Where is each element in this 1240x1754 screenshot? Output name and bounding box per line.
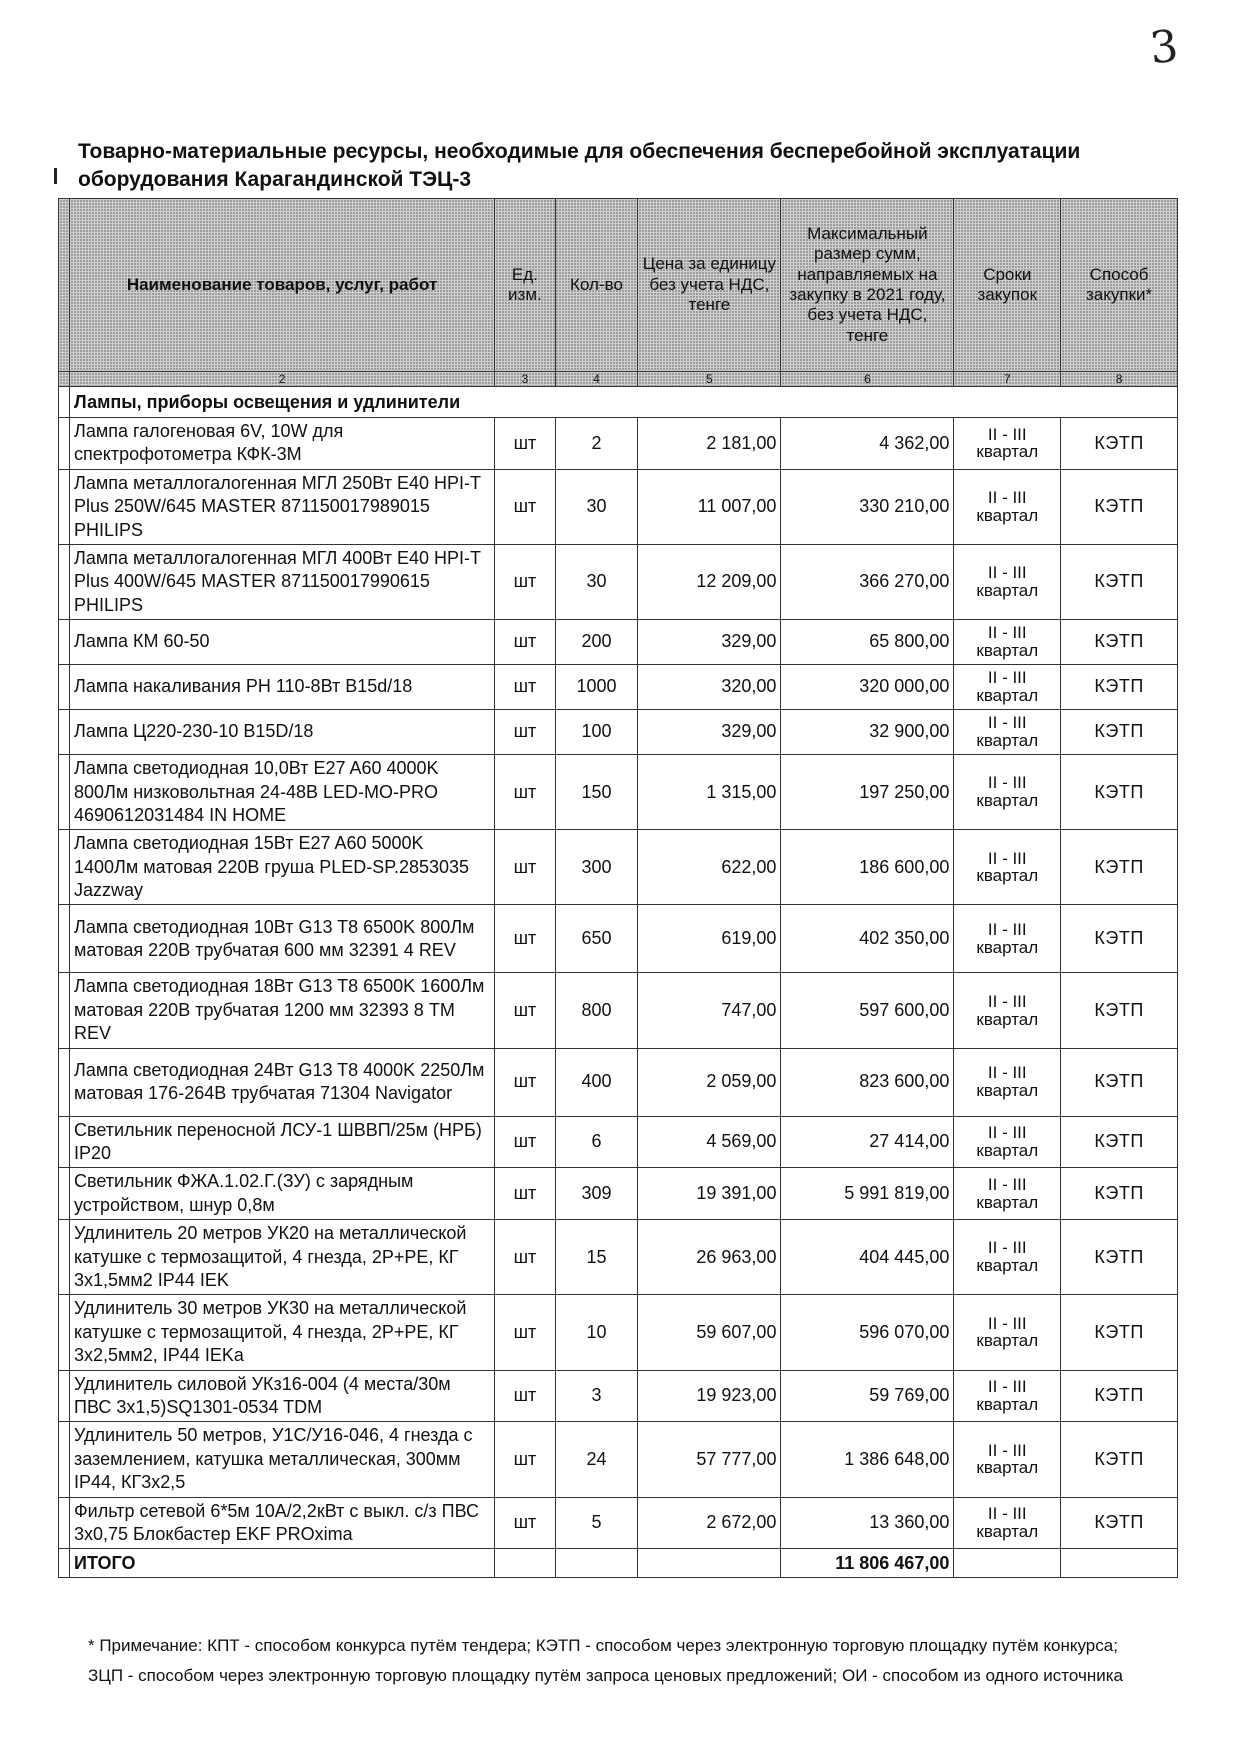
item-quantity: 200 — [555, 620, 638, 665]
item-unit: шт — [495, 710, 556, 755]
item-method: КЭТП — [1061, 544, 1178, 619]
item-period: II - III квартал — [954, 755, 1061, 830]
item-method: КЭТП — [1061, 1220, 1178, 1295]
item-unit: шт — [495, 1168, 556, 1220]
table-row — [59, 830, 1178, 905]
item-name: Удлинитель силовой УКз16-004 (4 места/30м ПВС 3х1,5)SQ1301-0534 TDM — [70, 1370, 495, 1422]
item-total: 65 800,00 — [781, 620, 954, 665]
item-quantity: 309 — [555, 1168, 638, 1220]
rownum-cell — [59, 830, 70, 905]
item-method: КЭТП — [1061, 620, 1178, 665]
column-number: 2 — [70, 372, 495, 387]
item-total: 32 900,00 — [781, 710, 954, 755]
empty-cell — [638, 1549, 781, 1578]
item-unit-price: 12 209,00 — [638, 544, 781, 619]
empty-cell — [555, 1549, 638, 1578]
total-row — [59, 1549, 1178, 1578]
item-quantity: 5 — [555, 1497, 638, 1549]
rownum-cell — [59, 1116, 70, 1168]
column-number: 7 — [954, 372, 1061, 387]
rownum-cell — [59, 1497, 70, 1549]
item-unit-price: 11 007,00 — [638, 469, 781, 544]
rownum-cell — [59, 1168, 70, 1220]
item-unit-price: 2 181,00 — [638, 418, 781, 470]
header-name: Наименование товаров, услуг, работ — [70, 199, 495, 372]
item-total: 13 360,00 — [781, 1497, 954, 1549]
item-name: Лампа светодиодная 15Вт E27 A60 5000K 1400Лм матовая 220В груша PLED-SP.2853035 Jazzway — [70, 830, 495, 905]
item-quantity: 30 — [555, 469, 638, 544]
item-total: 366 270,00 — [781, 544, 954, 619]
table-row — [59, 755, 1178, 830]
item-quantity: 15 — [555, 1220, 638, 1295]
empty-cell — [1061, 1549, 1178, 1578]
table-row — [59, 1048, 1178, 1116]
column-number: 6 — [781, 372, 954, 387]
item-unit-price: 19 391,00 — [638, 1168, 781, 1220]
item-period: II - III квартал — [954, 710, 1061, 755]
column-number — [59, 372, 70, 387]
rownum-cell — [59, 469, 70, 544]
item-total: 823 600,00 — [781, 1048, 954, 1116]
item-name: Лампа металлогалогенная МГЛ 250Вт E40 HPI-T Plus 250W/645 MASTER 871150017989015 PHILIPS — [70, 469, 495, 544]
item-quantity: 10 — [555, 1295, 638, 1370]
item-period: II - III квартал — [954, 418, 1061, 470]
rownum-cell — [59, 1370, 70, 1422]
item-method: КЭТП — [1061, 1116, 1178, 1168]
item-quantity: 300 — [555, 830, 638, 905]
item-method: КЭТП — [1061, 1168, 1178, 1220]
item-period: II - III квартал — [954, 620, 1061, 665]
table-row — [59, 905, 1178, 973]
item-total: 5 991 819,00 — [781, 1168, 954, 1220]
item-unit-price: 320,00 — [638, 665, 781, 710]
header-qty: Кол-во — [555, 199, 638, 372]
item-unit-price: 329,00 — [638, 620, 781, 665]
item-unit: шт — [495, 544, 556, 619]
rownum-cell — [59, 1220, 70, 1295]
item-name: Лампа светодиодная 18Вт G13 T8 6500K 1600Лм матовая 220В трубчатая 1200 мм 32393 8 TM REV — [70, 973, 495, 1048]
item-unit: шт — [495, 1497, 556, 1549]
item-total: 597 600,00 — [781, 973, 954, 1048]
table-row — [59, 1370, 1178, 1422]
section-title: Лампы, приборы освещения и удлинители — [70, 387, 1178, 418]
item-period: II - III квартал — [954, 830, 1061, 905]
rownum-cell — [59, 418, 70, 470]
item-period: II - III квартал — [954, 1295, 1061, 1370]
item-period: II - III квартал — [954, 1048, 1061, 1116]
item-period: II - III квартал — [954, 1370, 1061, 1422]
item-period: II - III квартал — [954, 544, 1061, 619]
item-unit: шт — [495, 973, 556, 1048]
total-label: ИТОГО — [70, 1549, 495, 1578]
item-method: КЭТП — [1061, 665, 1178, 710]
item-total: 197 250,00 — [781, 755, 954, 830]
margin-mark — [54, 168, 57, 184]
item-period: II - III квартал — [954, 905, 1061, 973]
item-quantity: 650 — [555, 905, 638, 973]
page-number: 3 — [1147, 20, 1181, 75]
item-total: 1 386 648,00 — [781, 1422, 954, 1497]
item-period: II - III квартал — [954, 1220, 1061, 1295]
column-number: 5 — [638, 372, 781, 387]
item-name: Светильник ФЖА.1.02.Г.(ЗУ) с зарядным устройством, шнур 0,8м — [70, 1168, 495, 1220]
rownum-cell — [59, 905, 70, 973]
resources-table — [58, 198, 1178, 1578]
rownum-cell — [59, 620, 70, 665]
item-quantity: 1000 — [555, 665, 638, 710]
item-total: 330 210,00 — [781, 469, 954, 544]
table-row — [59, 710, 1178, 755]
header-price: Цена за единицу без учета НДС, тенге — [638, 199, 781, 372]
document-title: Товарно-материальные ресурсы, необходимые для обеспечения бесперебойной эксплуатации оборудования Карагандинской ТЭЦ-3 — [78, 140, 1081, 192]
empty-cell — [954, 1549, 1061, 1578]
section-header-row — [59, 387, 1178, 418]
item-method: КЭТП — [1061, 710, 1178, 755]
item-unit: шт — [495, 1422, 556, 1497]
item-quantity: 24 — [555, 1422, 638, 1497]
item-unit: шт — [495, 620, 556, 665]
rownum-cell — [59, 755, 70, 830]
header-rownum — [59, 199, 70, 372]
header-period: Сроки закупок — [954, 199, 1061, 372]
item-period: II - III квартал — [954, 1497, 1061, 1549]
item-total: 186 600,00 — [781, 830, 954, 905]
table-row — [59, 973, 1178, 1048]
table-row — [59, 1220, 1178, 1295]
item-unit-price: 2 059,00 — [638, 1048, 781, 1116]
table-row — [59, 544, 1178, 619]
item-quantity: 3 — [555, 1370, 638, 1422]
item-unit-price: 1 315,00 — [638, 755, 781, 830]
item-unit-price: 2 672,00 — [638, 1497, 781, 1549]
rownum-cell — [59, 1295, 70, 1370]
header-unit: Ед. изм. — [495, 199, 556, 372]
empty-cell — [495, 1549, 556, 1578]
item-quantity: 150 — [555, 755, 638, 830]
item-method: КЭТП — [1061, 418, 1178, 470]
item-unit: шт — [495, 1116, 556, 1168]
item-unit: шт — [495, 905, 556, 973]
item-name: Лампа КМ 60-50 — [70, 620, 495, 665]
item-name: Лампа накаливания РН 110-8Вт B15d/18 — [70, 665, 495, 710]
item-unit: шт — [495, 469, 556, 544]
item-period: II - III квартал — [954, 665, 1061, 710]
column-number: 4 — [555, 372, 638, 387]
rownum-cell — [59, 1422, 70, 1497]
item-total: 596 070,00 — [781, 1295, 954, 1370]
item-method: КЭТП — [1061, 1295, 1178, 1370]
item-name: Фильтр сетевой 6*5м 10А/2,2кВт с выкл. с/з ПВС 3х0,75 Блокбастер EKF PROxima — [70, 1497, 495, 1549]
table-row — [59, 620, 1178, 665]
item-method: КЭТП — [1061, 1422, 1178, 1497]
item-name: Лампа Ц220-230-10 B15D/18 — [70, 710, 495, 755]
table-row — [59, 1116, 1178, 1168]
item-unit: шт — [495, 1295, 556, 1370]
item-method: КЭТП — [1061, 973, 1178, 1048]
item-unit-price: 329,00 — [638, 710, 781, 755]
footnote: * Примечание: КПТ - способом конкурса путём тендера; КЭТП - способом через электронную торговую площадку путём конкурса; ЗЦП - способом через электронную торговую площадку путём запроса ценовых предложений; ОИ - способом из одного источника — [88, 1636, 1123, 1685]
item-method: КЭТП — [1061, 830, 1178, 905]
item-unit: шт — [495, 830, 556, 905]
table-row — [59, 1168, 1178, 1220]
item-name: Лампа галогеновая 6V, 10W для спектрофотометра КФК-3М — [70, 418, 495, 470]
rownum-cell — [59, 665, 70, 710]
item-quantity: 2 — [555, 418, 638, 470]
table-row — [59, 469, 1178, 544]
rownum-cell — [59, 973, 70, 1048]
item-method: КЭТП — [1061, 1370, 1178, 1422]
total-value: 11 806 467,00 — [781, 1549, 954, 1578]
item-method: КЭТП — [1061, 1497, 1178, 1549]
item-unit-price: 747,00 — [638, 973, 781, 1048]
item-name: Лампа светодиодная 10Вт G13 T8 6500K 800Лм матовая 220В трубчатая 600 мм 32391 4 REV — [70, 905, 495, 973]
item-name: Удлинитель 30 метров УК30 на металлической катушке с термозащитой, 4 гнезда, 2P+PE, КГ 3х2,5мм2, IP44 IEKa — [70, 1295, 495, 1370]
item-unit-price: 4 569,00 — [638, 1116, 781, 1168]
header-method: Способ закупки* — [1061, 199, 1178, 372]
item-name: Лампа светодиодная 10,0Вт E27 A60 4000K 800Лм низковольтная 24-48В LED-MO-PRO 4690612031484 IN HOME — [70, 755, 495, 830]
column-number-row — [59, 372, 1178, 387]
item-name: Удлинитель 50 метров, У1С/У16-046, 4 гнезда с заземлением, катушка металлическая, 300мм IP44, КГ3х2,5 — [70, 1422, 495, 1497]
item-quantity: 800 — [555, 973, 638, 1048]
column-number: 3 — [495, 372, 556, 387]
item-period: II - III квартал — [954, 1168, 1061, 1220]
header-total: Максимальный размер сумм, направляемых на закупку в 2021 году, без учета НДС, тенге — [781, 199, 954, 372]
rownum-cell — [59, 1549, 70, 1578]
item-unit: шт — [495, 1220, 556, 1295]
item-quantity: 6 — [555, 1116, 638, 1168]
item-unit-price: 57 777,00 — [638, 1422, 781, 1497]
rownum-cell — [59, 544, 70, 619]
table-row — [59, 1497, 1178, 1549]
item-quantity: 100 — [555, 710, 638, 755]
item-method: КЭТП — [1061, 755, 1178, 830]
item-name: Лампа светодиодная 24Вт G13 T8 4000K 2250Лм матовая 176-264В трубчатая 71304 Navigator — [70, 1048, 495, 1116]
rownum-cell — [59, 387, 70, 418]
item-unit-price: 619,00 — [638, 905, 781, 973]
item-quantity: 400 — [555, 1048, 638, 1116]
table-row — [59, 1295, 1178, 1370]
item-period: II - III квартал — [954, 1422, 1061, 1497]
item-period: II - III квартал — [954, 469, 1061, 544]
item-period: II - III квартал — [954, 1116, 1061, 1168]
item-total: 27 414,00 — [781, 1116, 954, 1168]
item-unit: шт — [495, 418, 556, 470]
item-period: II - III квартал — [954, 973, 1061, 1048]
item-unit-price: 26 963,00 — [638, 1220, 781, 1295]
item-total: 402 350,00 — [781, 905, 954, 973]
item-total: 59 769,00 — [781, 1370, 954, 1422]
item-unit-price: 59 607,00 — [638, 1295, 781, 1370]
item-name: Лампа металлогалогенная МГЛ 400Вт E40 HPI-T Plus 400W/645 MASTER 871150017990615 PHILIPS — [70, 544, 495, 619]
table-row — [59, 665, 1178, 710]
item-total: 404 445,00 — [781, 1220, 954, 1295]
table-row — [59, 1422, 1178, 1497]
item-total: 320 000,00 — [781, 665, 954, 710]
item-method: КЭТП — [1061, 905, 1178, 973]
item-unit: шт — [495, 1370, 556, 1422]
item-unit: шт — [495, 665, 556, 710]
table-header-row — [59, 199, 1178, 372]
item-name: Светильник переносной ЛСУ-1 ШВВП/25м (НРБ) IP20 — [70, 1116, 495, 1168]
rownum-cell — [59, 1048, 70, 1116]
item-unit-price: 19 923,00 — [638, 1370, 781, 1422]
item-unit-price: 622,00 — [638, 830, 781, 905]
rownum-cell — [59, 710, 70, 755]
column-number: 8 — [1061, 372, 1178, 387]
item-name: Удлинитель 20 метров УК20 на металлической катушке с термозащитой, 4 гнезда, 2P+PE, КГ 3х1,5мм2 IP44 IEK — [70, 1220, 495, 1295]
item-unit: шт — [495, 1048, 556, 1116]
item-total: 4 362,00 — [781, 418, 954, 470]
table-row — [59, 418, 1178, 470]
item-method: КЭТП — [1061, 1048, 1178, 1116]
item-quantity: 30 — [555, 544, 638, 619]
item-unit: шт — [495, 755, 556, 830]
item-method: КЭТП — [1061, 469, 1178, 544]
